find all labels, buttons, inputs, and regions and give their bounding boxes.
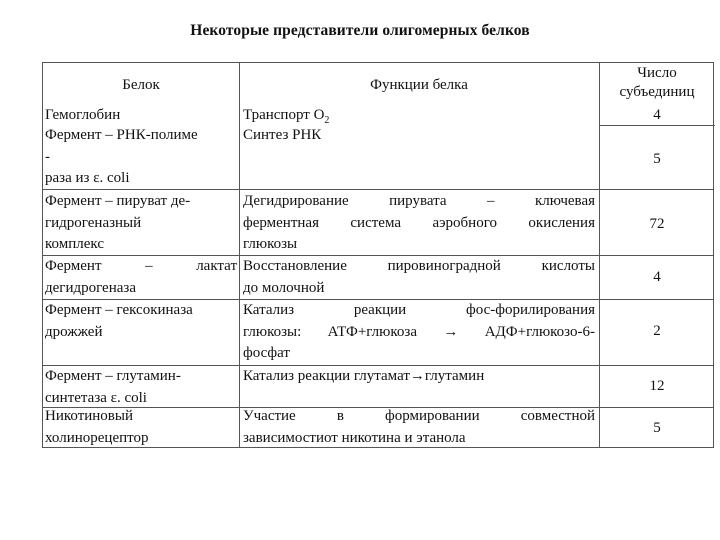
table-row-function: Синтез РНК bbox=[243, 127, 322, 143]
table-row-subunits: 2 bbox=[653, 323, 661, 339]
table-row-function: Катализ реакции фос-форилирования глюкозы: АТФ+глюкоза → АДФ+глюкозо-6- фосфат bbox=[243, 302, 595, 361]
table-row-function: Катализ реакции глутамат→глутамин bbox=[243, 368, 485, 384]
table-row-function: Участие в формировании совместной зависимостиот никотина и этанола bbox=[243, 408, 595, 446]
table-row-protein: Фермент – гексокиназа дрожжей bbox=[45, 302, 193, 340]
table-row-protein: Фермент – РНК-полиме - раза из ε. coli bbox=[45, 127, 198, 186]
table-row-function: Восстановление пировиноградной кислоты до молочной bbox=[243, 258, 595, 296]
header-function: Функции белка bbox=[370, 77, 468, 93]
table-row-subunits: 5 bbox=[653, 420, 661, 436]
table-row-protein: Никотиновый холинорецептор bbox=[45, 408, 149, 446]
oligomeric-proteins-table bbox=[42, 62, 714, 448]
header-subunits: Число субъединиц bbox=[619, 65, 695, 100]
table-row-subunits: 4 bbox=[653, 107, 661, 123]
table-row-protein: Фермент – глутамин- синтетаза ε. coli bbox=[45, 368, 181, 406]
table-row-protein: Фермент – лактат дегидрогеназа bbox=[45, 258, 237, 296]
table-row-protein: Фермент – пируват де- гидрогеназный комплекс bbox=[45, 193, 191, 252]
table-row-protein: Гемоглобин bbox=[45, 107, 121, 123]
table-row-subunits: 5 bbox=[653, 151, 661, 167]
row-divider bbox=[43, 189, 713, 190]
table-row-function: Дегидрирование пирувата – ключевая ферментная система аэробного окисления глюкозы bbox=[243, 193, 595, 252]
table-row-subunits: 12 bbox=[649, 378, 665, 394]
page-title: Некоторые представители олигомерных белков bbox=[190, 22, 530, 39]
header-protein: Белок bbox=[122, 77, 160, 93]
table-row-function: Транспорт $O_2$ bbox=[243, 107, 330, 126]
table-row-subunits: 4 bbox=[653, 269, 661, 285]
table-row-subunits: 72 bbox=[649, 216, 665, 232]
